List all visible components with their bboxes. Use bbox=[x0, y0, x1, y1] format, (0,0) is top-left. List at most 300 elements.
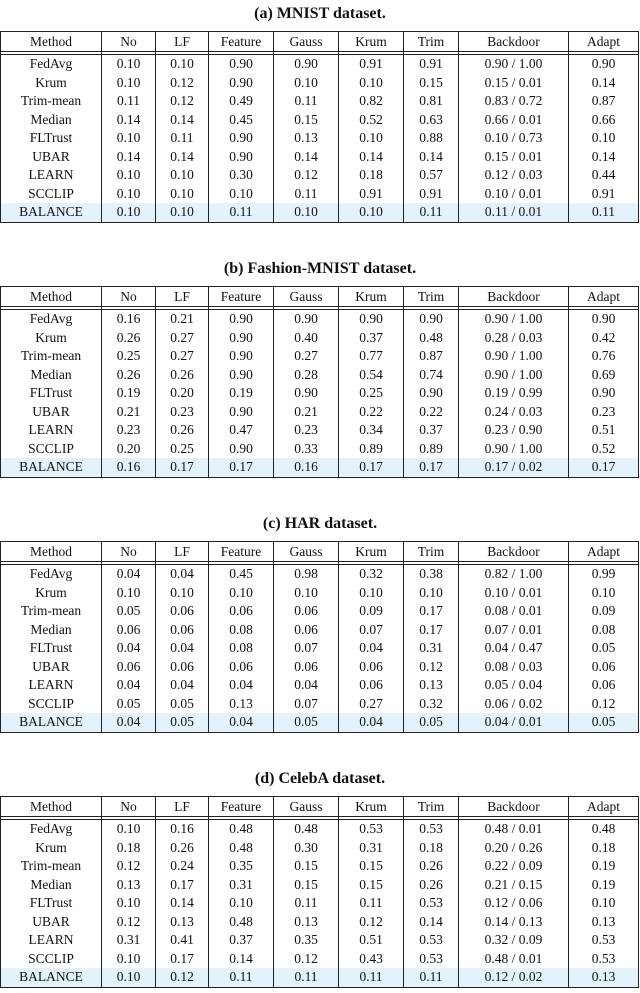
value-cell: 0.18 bbox=[102, 839, 156, 858]
column-header: Trim bbox=[404, 32, 459, 52]
value-cell: 0.04 bbox=[339, 639, 404, 658]
value-cell: 0.90 bbox=[209, 129, 274, 148]
column-header: Adapt bbox=[569, 287, 639, 307]
method-cell: FLTrust bbox=[1, 129, 102, 148]
value-cell: 0.10 bbox=[156, 203, 209, 222]
value-cell: 0.66 / 0.01 bbox=[459, 111, 569, 130]
value-cell: 0.53 bbox=[404, 820, 459, 839]
table-row bbox=[1, 403, 639, 422]
value-cell: 0.06 bbox=[274, 602, 339, 621]
value-cell: 0.35 bbox=[274, 931, 339, 950]
method-cell: BALANCE bbox=[1, 203, 102, 222]
value-cell: 0.11 bbox=[339, 968, 404, 987]
column-header: Adapt bbox=[569, 32, 639, 52]
value-cell: 0.10 bbox=[156, 185, 209, 204]
value-cell: 0.15 bbox=[339, 857, 404, 876]
value-cell: 0.10 bbox=[274, 203, 339, 222]
value-cell: 0.11 bbox=[274, 185, 339, 204]
value-cell: 0.90 bbox=[569, 55, 639, 74]
value-cell: 0.15 bbox=[339, 876, 404, 895]
value-cell: 0.99 bbox=[569, 565, 639, 584]
method-cell: FLTrust bbox=[1, 639, 102, 658]
highlighted-row bbox=[1, 458, 639, 477]
header-row bbox=[1, 32, 639, 52]
table-row bbox=[1, 384, 639, 403]
table-caption: (a) MNIST dataset. bbox=[254, 5, 386, 22]
value-cell: 0.23 / 0.90 bbox=[459, 421, 569, 440]
value-cell: 0.04 bbox=[274, 676, 339, 695]
value-cell: 0.04 bbox=[209, 676, 274, 695]
value-cell: 0.11 / 0.01 bbox=[459, 203, 569, 222]
value-cell: 0.05 bbox=[404, 713, 459, 732]
value-cell: 0.10 bbox=[274, 584, 339, 603]
value-cell: 0.31 bbox=[209, 876, 274, 895]
value-cell: 0.90 bbox=[339, 310, 404, 329]
value-cell: 0.28 / 0.03 bbox=[459, 329, 569, 348]
value-cell: 0.38 bbox=[404, 565, 459, 584]
value-cell: 0.90 bbox=[404, 384, 459, 403]
header-row bbox=[1, 797, 639, 817]
highlighted-row bbox=[1, 713, 639, 732]
value-cell: 0.27 bbox=[339, 695, 404, 714]
value-cell: 0.30 bbox=[209, 166, 274, 185]
value-cell: 0.11 bbox=[209, 968, 274, 987]
method-cell: Krum bbox=[1, 329, 102, 348]
value-cell: 0.15 bbox=[274, 876, 339, 895]
value-cell: 0.06 bbox=[209, 602, 274, 621]
value-cell: 0.15 bbox=[404, 74, 459, 93]
value-cell: 0.05 bbox=[102, 695, 156, 714]
value-cell: 0.13 bbox=[156, 913, 209, 932]
value-cell: 0.11 bbox=[274, 968, 339, 987]
value-cell: 0.18 bbox=[569, 839, 639, 858]
value-cell: 0.06 bbox=[339, 676, 404, 695]
table-row bbox=[1, 421, 639, 440]
value-cell: 0.04 bbox=[102, 639, 156, 658]
table-row bbox=[1, 92, 639, 111]
value-cell: 0.26 bbox=[404, 857, 459, 876]
value-cell: 0.12 bbox=[339, 913, 404, 932]
value-cell: 0.48 bbox=[569, 820, 639, 839]
value-cell: 0.04 / 0.01 bbox=[459, 713, 569, 732]
value-cell: 0.13 bbox=[569, 913, 639, 932]
table-row bbox=[1, 857, 639, 876]
value-cell: 0.10 bbox=[209, 584, 274, 603]
value-cell: 0.53 bbox=[339, 820, 404, 839]
value-cell: 0.74 bbox=[404, 366, 459, 385]
value-cell: 0.05 / 0.04 bbox=[459, 676, 569, 695]
method-cell: Krum bbox=[1, 74, 102, 93]
value-cell: 0.06 bbox=[569, 676, 639, 695]
value-cell: 0.25 bbox=[156, 440, 209, 459]
value-cell: 0.21 bbox=[102, 403, 156, 422]
value-cell: 0.41 bbox=[156, 931, 209, 950]
value-cell: 0.14 bbox=[404, 148, 459, 167]
value-cell: 0.05 bbox=[102, 602, 156, 621]
value-cell: 0.48 bbox=[209, 839, 274, 858]
value-cell: 0.27 bbox=[156, 329, 209, 348]
value-cell: 0.06 bbox=[156, 602, 209, 621]
column-header: Krum bbox=[339, 32, 404, 52]
method-cell: LEARN bbox=[1, 676, 102, 695]
value-cell: 0.45 bbox=[209, 565, 274, 584]
value-cell: 0.53 bbox=[404, 950, 459, 969]
method-cell: Trim-mean bbox=[1, 347, 102, 366]
value-cell: 0.82 / 1.00 bbox=[459, 565, 569, 584]
value-cell: 0.14 bbox=[156, 111, 209, 130]
value-cell: 0.16 bbox=[274, 458, 339, 477]
column-header: Backdoor bbox=[459, 287, 569, 307]
value-cell: 0.31 bbox=[404, 639, 459, 658]
value-cell: 0.07 bbox=[274, 695, 339, 714]
value-cell: 0.51 bbox=[569, 421, 639, 440]
value-cell: 0.10 bbox=[102, 950, 156, 969]
method-cell: Krum bbox=[1, 839, 102, 858]
value-cell: 0.10 bbox=[569, 129, 639, 148]
table-section bbox=[0, 510, 640, 730]
column-header: Gauss bbox=[274, 32, 339, 52]
value-cell: 0.20 bbox=[156, 384, 209, 403]
value-cell: 0.49 bbox=[209, 92, 274, 111]
value-cell: 0.10 bbox=[102, 55, 156, 74]
value-cell: 0.90 bbox=[209, 347, 274, 366]
value-cell: 0.10 bbox=[102, 129, 156, 148]
value-cell: 0.17 bbox=[156, 876, 209, 895]
value-cell: 0.10 bbox=[102, 74, 156, 93]
value-cell: 0.05 bbox=[569, 639, 639, 658]
column-header: Krum bbox=[339, 542, 404, 562]
value-cell: 0.34 bbox=[339, 421, 404, 440]
value-cell: 0.32 bbox=[339, 565, 404, 584]
value-cell: 0.22 bbox=[339, 403, 404, 422]
value-cell: 0.14 bbox=[209, 950, 274, 969]
value-cell: 0.77 bbox=[339, 347, 404, 366]
table-section bbox=[0, 0, 640, 220]
value-cell: 0.22 / 0.09 bbox=[459, 857, 569, 876]
value-cell: 0.12 bbox=[274, 166, 339, 185]
table-row bbox=[1, 166, 639, 185]
value-cell: 0.11 bbox=[569, 203, 639, 222]
value-cell: 0.10 bbox=[156, 55, 209, 74]
value-cell: 0.16 bbox=[102, 458, 156, 477]
value-cell: 0.81 bbox=[404, 92, 459, 111]
value-cell: 0.06 bbox=[274, 658, 339, 677]
table-row bbox=[1, 148, 639, 167]
column-header: Feature bbox=[209, 32, 274, 52]
value-cell: 0.05 bbox=[156, 713, 209, 732]
value-cell: 0.06 bbox=[569, 658, 639, 677]
value-cell: 0.21 bbox=[156, 310, 209, 329]
results-table bbox=[0, 31, 639, 223]
value-cell: 0.25 bbox=[339, 384, 404, 403]
value-cell: 0.28 bbox=[274, 366, 339, 385]
value-cell: 0.17 bbox=[156, 458, 209, 477]
value-cell: 0.10 bbox=[209, 894, 274, 913]
table-section bbox=[0, 765, 640, 985]
method-cell: SCCLIP bbox=[1, 950, 102, 969]
method-cell: FLTrust bbox=[1, 384, 102, 403]
table-row bbox=[1, 74, 639, 93]
value-cell: 0.23 bbox=[102, 421, 156, 440]
value-cell: 0.26 bbox=[156, 839, 209, 858]
table-row bbox=[1, 621, 639, 640]
value-cell: 0.82 bbox=[339, 92, 404, 111]
value-cell: 0.37 bbox=[404, 421, 459, 440]
method-cell: Trim-mean bbox=[1, 92, 102, 111]
column-header: Method bbox=[1, 797, 102, 817]
value-cell: 0.19 bbox=[102, 384, 156, 403]
value-cell: 0.04 bbox=[209, 713, 274, 732]
value-cell: 0.31 bbox=[339, 839, 404, 858]
value-cell: 0.10 bbox=[102, 203, 156, 222]
value-cell: 0.98 bbox=[274, 565, 339, 584]
value-cell: 0.13 bbox=[102, 876, 156, 895]
value-cell: 0.43 bbox=[339, 950, 404, 969]
column-header: Trim bbox=[404, 542, 459, 562]
value-cell: 0.10 bbox=[156, 166, 209, 185]
value-cell: 0.90 bbox=[274, 310, 339, 329]
value-cell: 0.10 bbox=[569, 584, 639, 603]
column-header: LF bbox=[156, 542, 209, 562]
value-cell: 0.17 / 0.02 bbox=[459, 458, 569, 477]
method-cell: UBAR bbox=[1, 148, 102, 167]
value-cell: 0.05 bbox=[274, 713, 339, 732]
value-cell: 0.11 bbox=[274, 92, 339, 111]
value-cell: 0.14 bbox=[569, 74, 639, 93]
table-row bbox=[1, 639, 639, 658]
value-cell: 0.19 / 0.99 bbox=[459, 384, 569, 403]
value-cell: 0.13 bbox=[404, 676, 459, 695]
value-cell: 0.53 bbox=[569, 931, 639, 950]
value-cell: 0.40 bbox=[274, 329, 339, 348]
column-header: Krum bbox=[339, 797, 404, 817]
value-cell: 0.87 bbox=[569, 92, 639, 111]
value-cell: 0.12 / 0.03 bbox=[459, 166, 569, 185]
value-cell: 0.26 bbox=[156, 421, 209, 440]
value-cell: 0.13 bbox=[274, 129, 339, 148]
column-header: Gauss bbox=[274, 542, 339, 562]
method-cell: FedAvg bbox=[1, 565, 102, 584]
column-header: Method bbox=[1, 287, 102, 307]
method-cell: BALANCE bbox=[1, 713, 102, 732]
table-row bbox=[1, 894, 639, 913]
value-cell: 0.42 bbox=[569, 329, 639, 348]
value-cell: 0.11 bbox=[209, 203, 274, 222]
value-cell: 0.12 bbox=[102, 913, 156, 932]
value-cell: 0.04 bbox=[156, 639, 209, 658]
column-header: Backdoor bbox=[459, 542, 569, 562]
value-cell: 0.90 bbox=[209, 148, 274, 167]
value-cell: 0.91 bbox=[569, 185, 639, 204]
value-cell: 0.48 bbox=[274, 820, 339, 839]
value-cell: 0.10 bbox=[339, 584, 404, 603]
value-cell: 0.37 bbox=[209, 931, 274, 950]
value-cell: 0.17 bbox=[404, 458, 459, 477]
column-header: LF bbox=[156, 797, 209, 817]
value-cell: 0.04 bbox=[102, 713, 156, 732]
value-cell: 0.90 bbox=[209, 329, 274, 348]
value-cell: 0.20 bbox=[102, 440, 156, 459]
table-row bbox=[1, 366, 639, 385]
value-cell: 0.48 / 0.01 bbox=[459, 950, 569, 969]
value-cell: 0.05 bbox=[569, 713, 639, 732]
value-cell: 0.91 bbox=[339, 185, 404, 204]
value-cell: 0.11 bbox=[404, 203, 459, 222]
value-cell: 0.13 bbox=[569, 968, 639, 987]
value-cell: 0.10 / 0.01 bbox=[459, 185, 569, 204]
table-row bbox=[1, 185, 639, 204]
value-cell: 0.11 bbox=[102, 92, 156, 111]
method-cell: Krum bbox=[1, 584, 102, 603]
table-row bbox=[1, 310, 639, 329]
value-cell: 0.12 / 0.02 bbox=[459, 968, 569, 987]
value-cell: 0.90 bbox=[274, 384, 339, 403]
value-cell: 0.90 bbox=[209, 55, 274, 74]
value-cell: 0.15 / 0.01 bbox=[459, 148, 569, 167]
value-cell: 0.90 / 1.00 bbox=[459, 366, 569, 385]
value-cell: 0.26 bbox=[156, 366, 209, 385]
value-cell: 0.10 bbox=[209, 185, 274, 204]
value-cell: 0.06 bbox=[209, 658, 274, 677]
value-cell: 0.53 bbox=[404, 931, 459, 950]
value-cell: 0.11 bbox=[274, 894, 339, 913]
results-table bbox=[0, 796, 639, 988]
value-cell: 0.19 bbox=[209, 384, 274, 403]
table-row bbox=[1, 602, 639, 621]
value-cell: 0.23 bbox=[274, 421, 339, 440]
value-cell: 0.14 / 0.13 bbox=[459, 913, 569, 932]
value-cell: 0.90 bbox=[209, 74, 274, 93]
table-row bbox=[1, 913, 639, 932]
column-header: Backdoor bbox=[459, 797, 569, 817]
table-row bbox=[1, 347, 639, 366]
value-cell: 0.32 bbox=[404, 695, 459, 714]
column-header: Gauss bbox=[274, 797, 339, 817]
value-cell: 0.08 / 0.03 bbox=[459, 658, 569, 677]
value-cell: 0.06 bbox=[102, 658, 156, 677]
value-cell: 0.52 bbox=[569, 440, 639, 459]
table-row bbox=[1, 584, 639, 603]
method-cell: Median bbox=[1, 111, 102, 130]
value-cell: 0.10 bbox=[102, 820, 156, 839]
column-header: No bbox=[102, 32, 156, 52]
value-cell: 0.14 bbox=[569, 148, 639, 167]
value-cell: 0.27 bbox=[274, 347, 339, 366]
value-cell: 0.12 bbox=[569, 695, 639, 714]
value-cell: 0.90 bbox=[209, 366, 274, 385]
value-cell: 0.48 / 0.01 bbox=[459, 820, 569, 839]
value-cell: 0.18 bbox=[339, 166, 404, 185]
table-row bbox=[1, 55, 639, 74]
value-cell: 0.10 bbox=[339, 129, 404, 148]
value-cell: 0.17 bbox=[209, 458, 274, 477]
highlighted-row bbox=[1, 203, 639, 222]
table-caption: (b) Fashion-MNIST dataset. bbox=[223, 260, 417, 277]
column-header: Trim bbox=[404, 287, 459, 307]
table-row bbox=[1, 565, 639, 584]
value-cell: 0.14 bbox=[156, 894, 209, 913]
table-row bbox=[1, 329, 639, 348]
value-cell: 0.10 bbox=[339, 74, 404, 93]
value-cell: 0.44 bbox=[569, 166, 639, 185]
value-cell: 0.19 bbox=[569, 876, 639, 895]
value-cell: 0.12 bbox=[274, 950, 339, 969]
value-cell: 0.12 bbox=[156, 92, 209, 111]
table-row bbox=[1, 111, 639, 130]
table-row bbox=[1, 695, 639, 714]
method-cell: Trim-mean bbox=[1, 857, 102, 876]
value-cell: 0.87 bbox=[404, 347, 459, 366]
value-cell: 0.04 bbox=[102, 565, 156, 584]
value-cell: 0.21 bbox=[274, 403, 339, 422]
value-cell: 0.90 / 1.00 bbox=[459, 347, 569, 366]
value-cell: 0.45 bbox=[209, 111, 274, 130]
results-table bbox=[0, 541, 639, 733]
value-cell: 0.10 bbox=[156, 584, 209, 603]
value-cell: 0.15 bbox=[274, 111, 339, 130]
value-cell: 0.63 bbox=[404, 111, 459, 130]
value-cell: 0.17 bbox=[404, 621, 459, 640]
value-cell: 0.48 bbox=[209, 820, 274, 839]
value-cell: 0.10 bbox=[102, 584, 156, 603]
method-cell: LEARN bbox=[1, 166, 102, 185]
value-cell: 0.26 bbox=[404, 876, 459, 895]
value-cell: 0.08 / 0.01 bbox=[459, 602, 569, 621]
value-cell: 0.90 / 1.00 bbox=[459, 310, 569, 329]
value-cell: 0.26 bbox=[102, 366, 156, 385]
column-header: Adapt bbox=[569, 797, 639, 817]
value-cell: 0.32 / 0.09 bbox=[459, 931, 569, 950]
value-cell: 0.08 bbox=[209, 639, 274, 658]
method-cell: Trim-mean bbox=[1, 602, 102, 621]
table-row bbox=[1, 950, 639, 969]
value-cell: 0.30 bbox=[274, 839, 339, 858]
value-cell: 0.53 bbox=[569, 950, 639, 969]
value-cell: 0.91 bbox=[339, 55, 404, 74]
value-cell: 0.10 bbox=[102, 894, 156, 913]
method-cell: FedAvg bbox=[1, 55, 102, 74]
method-cell: SCCLIP bbox=[1, 695, 102, 714]
method-cell: BALANCE bbox=[1, 458, 102, 477]
value-cell: 0.14 bbox=[274, 148, 339, 167]
value-cell: 0.13 bbox=[209, 695, 274, 714]
value-cell: 0.53 bbox=[404, 894, 459, 913]
value-cell: 0.06 bbox=[339, 658, 404, 677]
value-cell: 0.37 bbox=[339, 329, 404, 348]
header-row bbox=[1, 287, 639, 307]
value-cell: 0.10 bbox=[339, 203, 404, 222]
value-cell: 0.14 bbox=[102, 111, 156, 130]
value-cell: 0.90 bbox=[209, 440, 274, 459]
value-cell: 0.51 bbox=[339, 931, 404, 950]
table-row bbox=[1, 931, 639, 950]
value-cell: 0.83 / 0.72 bbox=[459, 92, 569, 111]
table-row bbox=[1, 820, 639, 839]
value-cell: 0.14 bbox=[102, 148, 156, 167]
column-header: No bbox=[102, 542, 156, 562]
value-cell: 0.89 bbox=[339, 440, 404, 459]
value-cell: 0.04 bbox=[102, 676, 156, 695]
column-header: Gauss bbox=[274, 287, 339, 307]
value-cell: 0.12 bbox=[156, 968, 209, 987]
value-cell: 0.04 bbox=[156, 676, 209, 695]
value-cell: 0.10 bbox=[404, 584, 459, 603]
value-cell: 0.90 bbox=[569, 310, 639, 329]
table-row bbox=[1, 839, 639, 858]
value-cell: 0.21 / 0.15 bbox=[459, 876, 569, 895]
value-cell: 0.88 bbox=[404, 129, 459, 148]
value-cell: 0.19 bbox=[569, 857, 639, 876]
